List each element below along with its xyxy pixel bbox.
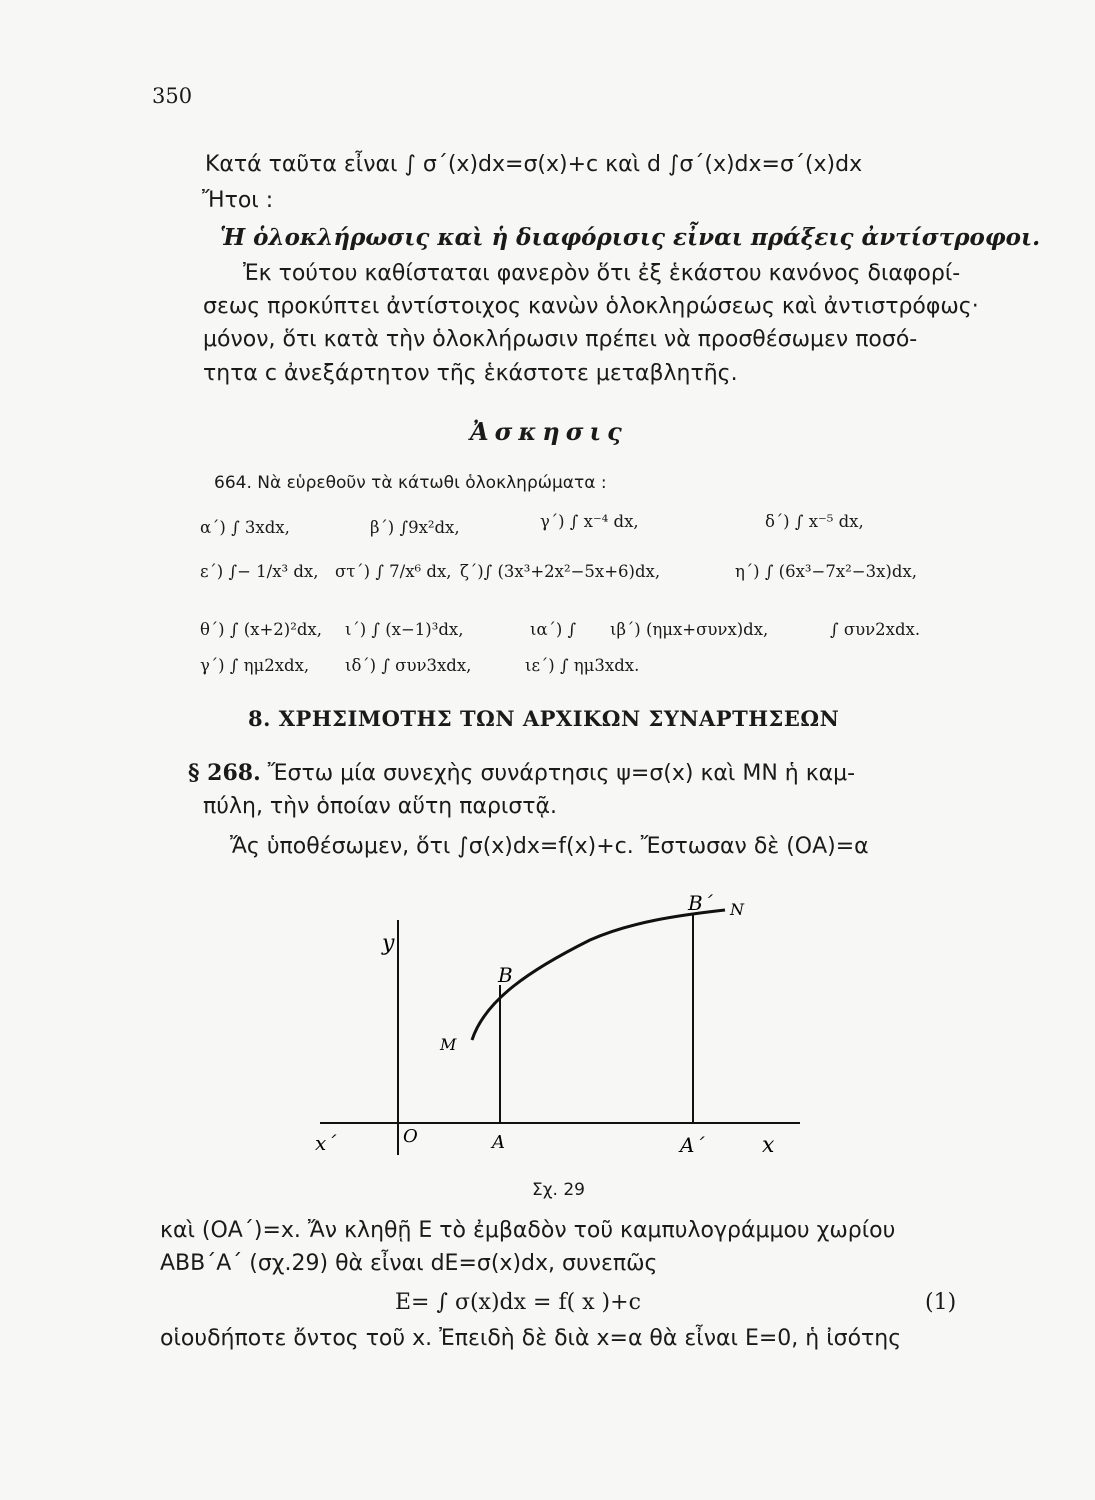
exercise-id: ιδ΄) ∫ συν3xdx, — [345, 656, 472, 675]
para2-line3: οἱουδήποτε ὄντος τοῦ x. Ἐπειδὴ δὲ διὰ x=α θὰ εἶναι E=0, ἡ ἰσότης — [160, 1326, 902, 1351]
exercise-c: γ΄) ∫ x⁻⁴ dx, — [540, 512, 639, 531]
exercise-th: θ΄) ∫ (x+2)²dx, — [200, 620, 322, 639]
equation: E= ∫ σ(x)dx = f( x )+c — [395, 1290, 641, 1315]
para2-line2: ΑΒΒ΄Α΄ (σχ.29) θὰ εἶναι dE=σ(x)dx, συνεπῶς — [160, 1251, 658, 1276]
section-par-mark — [188, 760, 855, 786]
exercise-ib: ιβ΄) (ημx+συνx)dx, — [610, 620, 769, 639]
section-title: 8. ΧΡΗΣΙΜΟΤΗΣ ΤΩΝ ΑΡΧΙΚΩΝ ΣΥΝΑΡΤΗΣΕΩΝ — [248, 706, 840, 731]
exercise-z: ζ΄)∫ (3x³+2x²−5x+6)dx, — [460, 562, 661, 581]
section8-line2: πύλη, τὴν ὁποίαν αὕτη παριστᾷ. — [203, 794, 558, 819]
section8-line3: Ἄς ὑποθέσωμεν, ὅτι ∫σ(x)dx=f(x)+c. Ἔστωσαν δὲ (ΟΑ)=α — [230, 834, 869, 859]
label-x-prime: x΄ — [315, 1131, 337, 1155]
para1-line4: σεως προκύπτει ἀντίστοιχος κανὼν ὁλοκληρώσεως καὶ ἀντιστρόφως· — [203, 294, 979, 319]
label-b-prime: B΄ — [688, 891, 713, 915]
bold-statement: Ἡ ὁλοκλήρωσις καὶ ἡ διαφόρισις εἶναι πράξεις ἀντίστροφοι. — [220, 224, 1041, 251]
label-o: O — [403, 1126, 418, 1147]
para1-line3: Ἐκ τούτου καθίσταται φανερὸν ὅτι ἐξ ἑκάστου κανόνος διαφορί- — [243, 261, 961, 286]
para1-line6: τητα c ἀνεξάρτητον τῆς ἑκάστοτε μεταβλητῆς. — [203, 361, 738, 386]
exercise-b: β΄) ∫9x²dx, — [370, 518, 460, 537]
label-x: x — [762, 1133, 775, 1158]
figure-caption: Σχ. 29 — [532, 1180, 586, 1200]
page-number: 350 — [152, 84, 193, 108]
exercise-e: ε΄) ∫− 1/x³ dx, — [200, 562, 319, 581]
para1-line5: μόνον, ὅτι κατὰ τὴν ὁλοκλήρωσιν πρέπει νὰ προσθέσωμεν ποσό- — [203, 327, 918, 352]
exercises-heading: Ἀσκησις — [470, 417, 628, 446]
exercise-ia: ια΄) ∫ — [530, 620, 577, 639]
paragraph-mark: § 268. — [188, 760, 261, 786]
exercise-ib-2: ∫ συν2xdx. — [830, 620, 921, 639]
para1-line2: Ἤτοι : — [202, 188, 274, 213]
exercise-i: ι΄) ∫ (x−1)³dx, — [345, 620, 464, 639]
label-a: A — [492, 1132, 505, 1153]
exercise-ig: γ΄) ∫ ημ2xdx, — [200, 656, 310, 675]
figure-29 — [300, 880, 820, 1160]
exercise-h: η΄) ∫ (6x³−7x²−3x)dx, — [735, 562, 917, 581]
label-y: y — [382, 931, 395, 956]
exercise-ie: ιε΄) ∫ ημ3xdx. — [525, 656, 640, 675]
label-a-prime: A΄ — [680, 1133, 705, 1157]
exercise-d: δ΄) ∫ x⁻⁵ dx, — [765, 512, 864, 531]
exercise-a: α΄) ∫ 3xdx, — [200, 518, 290, 537]
label-m: M — [440, 1035, 457, 1054]
exercise-st: στ΄) ∫ 7/x⁶ dx, — [335, 562, 452, 581]
exercise-intro: 664. Νὰ εὑρεθοῦν τὰ κάτωθι ὁλοκληρώματα : — [214, 473, 607, 493]
label-b: B — [498, 963, 513, 987]
para1-line1: Κατά ταῦτα εἶναι ∫ σ΄(x)dx=σ(x)+c καὶ d ∫σ΄(x)dx=σ΄(x)dx — [205, 152, 863, 177]
equation-number: (1) — [925, 1290, 957, 1315]
para2-line1: καὶ (ΟΑ΄)=x. Ἄν κληθῇ Ε τὸ ἐμβαδὸν τοῦ καμπυλογράμμου χωρίου — [160, 1218, 896, 1243]
section8-line1: Ἔστω μία συνεχὴς συνάρτησις ψ=σ(x) καὶ ΜΝ ἡ καμ- — [267, 761, 856, 786]
label-n: N — [730, 900, 744, 919]
